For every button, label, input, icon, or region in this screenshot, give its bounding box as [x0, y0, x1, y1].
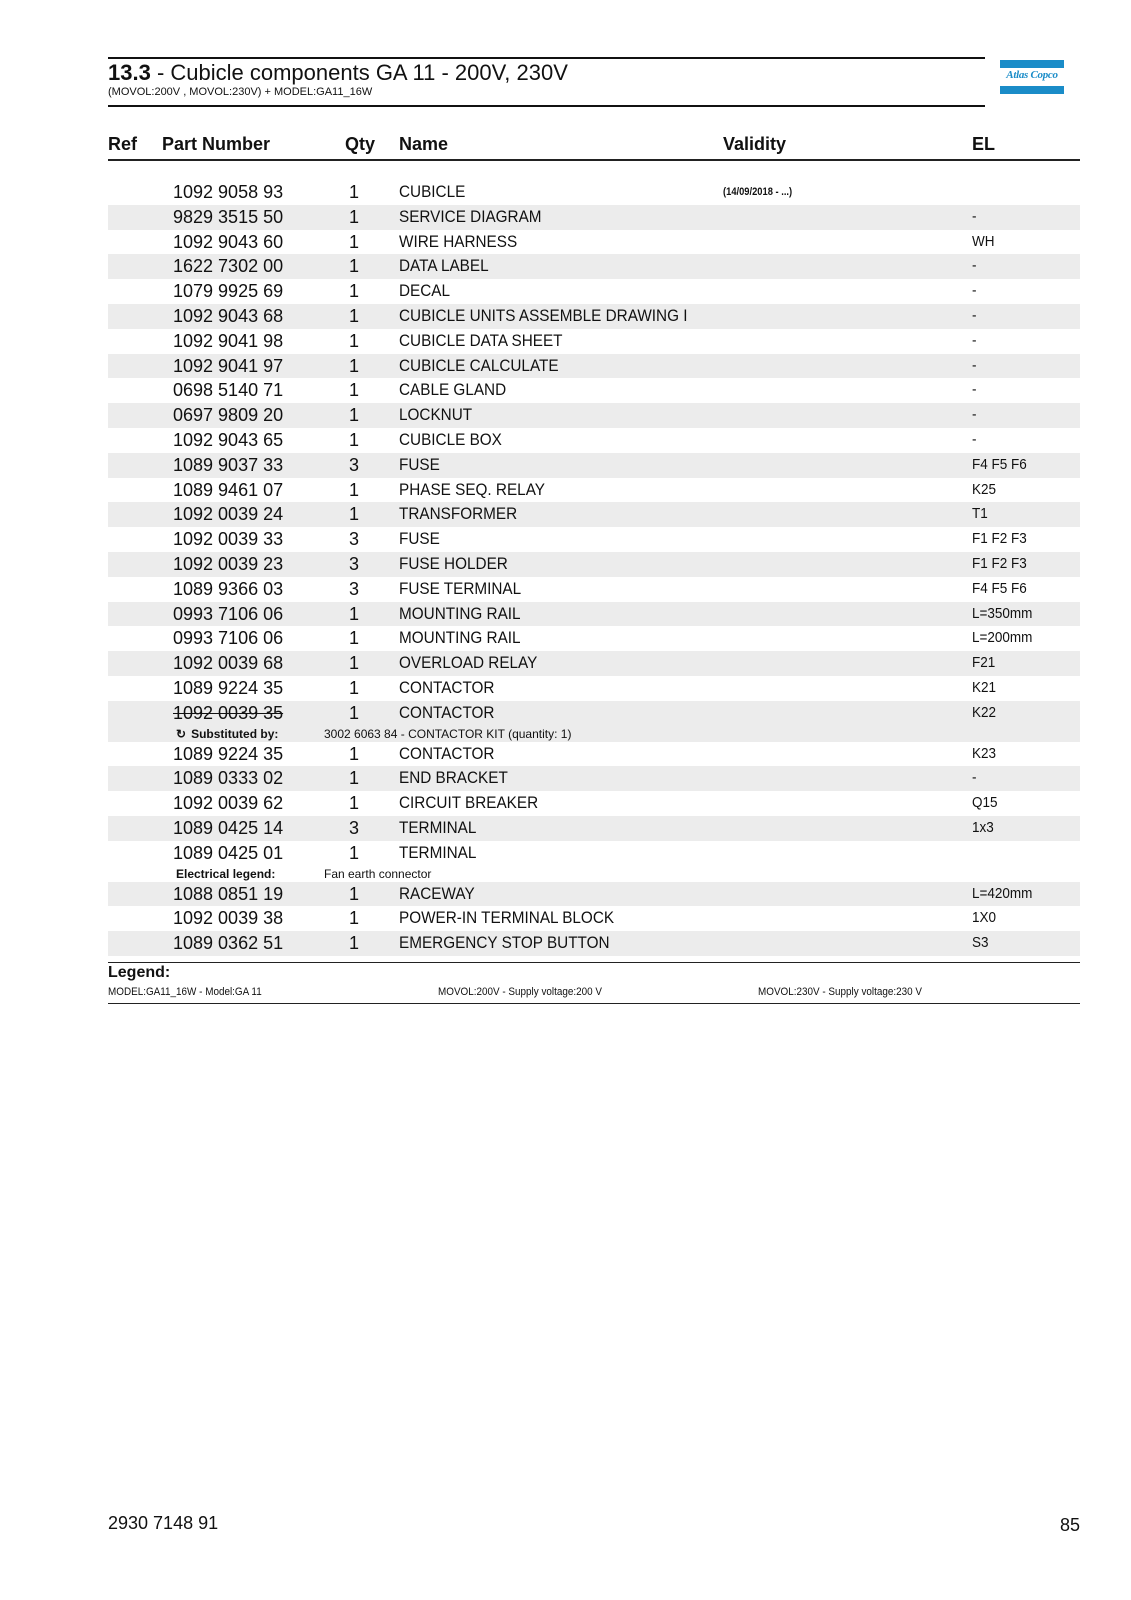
table-row: [108, 378, 1080, 403]
part-number: 0993 7106 06: [173, 603, 284, 624]
part-name: OVERLOAD RELAY: [399, 653, 538, 673]
part-number: 1092 0039 68: [173, 653, 284, 674]
table-row: [108, 428, 1080, 453]
part-number: 1089 0425 14: [173, 817, 284, 838]
quantity: 1: [348, 883, 359, 904]
col-qty: Qty: [345, 134, 376, 154]
row-note: [108, 866, 1080, 882]
part-number: 1089 9224 35: [173, 677, 284, 698]
part-number: 1092 9043 65: [173, 429, 284, 450]
quantity: 1: [348, 281, 359, 302]
part-name: CONTACTOR: [399, 702, 495, 722]
table-header: [108, 132, 1080, 161]
part-name: CUBICLE BOX: [399, 429, 502, 449]
atlas-copco-logo: [1000, 60, 1064, 94]
legend-item: MOVOL:200V - Supply voltage:200 V: [438, 986, 602, 998]
part-number: 1622 7302 00: [173, 256, 284, 277]
part-number: 1092 9043 68: [173, 305, 284, 326]
table-row: [108, 626, 1080, 651]
quantity: 1: [348, 479, 359, 500]
electrical-ref: L=420mm: [972, 884, 1033, 902]
electrical-ref: F1 F2 F3: [972, 554, 1027, 572]
table-row: [108, 230, 1080, 255]
electrical-ref: 1X0: [972, 909, 997, 927]
quantity: 1: [348, 182, 359, 202]
part-name: CONTACTOR: [399, 677, 495, 697]
part-name: FUSE TERMINAL: [399, 578, 522, 598]
table-row: [108, 701, 1080, 726]
part-name: WIRE HARNESS: [399, 231, 518, 251]
part-number: 0993 7106 06: [173, 628, 284, 649]
row-note-label-wrap: [176, 866, 275, 882]
part-number: 1092 0039 24: [173, 504, 284, 525]
electrical-ref: S3: [972, 934, 989, 952]
validity: (14/09/2018 - ...): [723, 186, 793, 198]
col-name: Name: [399, 134, 449, 154]
electrical-ref: F4 F5 F6: [972, 455, 1027, 473]
table-row: [108, 651, 1080, 676]
part-name: FUSE: [399, 529, 440, 549]
part-number: 9829 3515 50: [173, 206, 284, 227]
logo-stripe-bottom: [1000, 86, 1064, 94]
part-name: CIRCUIT BREAKER: [399, 793, 539, 813]
part-number: 1089 0362 51: [173, 933, 284, 954]
quantity: 1: [348, 504, 359, 525]
part-name: DATA LABEL: [399, 256, 489, 276]
electrical-ref: F1 F2 F3: [972, 530, 1027, 548]
electrical-ref: -: [972, 406, 977, 424]
electrical-ref: -: [972, 430, 977, 448]
section-number: 13.3: [108, 60, 151, 85]
legend-title: Legend:: [108, 964, 171, 981]
quantity: 1: [348, 793, 359, 814]
electrical-ref: K22: [972, 703, 997, 721]
part-name: TRANSFORMER: [399, 504, 518, 524]
part-number: 1088 0851 19: [173, 883, 284, 904]
part-number: 1092 0039 33: [173, 529, 284, 550]
part-name: CUBICLE: [399, 182, 466, 201]
part-name: CUBICLE CALCULATE: [399, 355, 559, 375]
quantity: 1: [348, 305, 359, 326]
quantity: 3: [348, 553, 359, 574]
electrical-ref: -: [972, 769, 977, 787]
part-number: 1092 0039 62: [173, 793, 284, 814]
quantity: 1: [348, 677, 359, 698]
table-row: [108, 742, 1080, 767]
part-name: MOUNTING RAIL: [399, 603, 521, 623]
col-el: EL: [972, 134, 996, 154]
electrical-ref: L=350mm: [972, 604, 1033, 622]
quantity: 3: [348, 529, 359, 550]
quantity: 1: [348, 653, 359, 674]
quantity: 1: [348, 603, 359, 624]
section-subtitle: (MOVOL:200V , MOVOL:230V) + MODEL:GA11_16W: [108, 86, 373, 98]
part-name: TERMINAL: [399, 817, 477, 837]
row-note-text: Fan earth connector: [324, 866, 432, 881]
row-note-label: Electrical legend:: [176, 866, 276, 881]
part-number: 1092 9043 60: [173, 231, 284, 252]
table-row: [108, 453, 1080, 478]
part-name: CUBICLE DATA SHEET: [399, 330, 563, 350]
part-number: 1092 9041 98: [173, 330, 284, 351]
part-number: 1089 0425 01: [173, 842, 284, 863]
table-row: [108, 816, 1080, 841]
quantity: 1: [348, 628, 359, 649]
part-number: 1092 0039 38: [173, 908, 284, 929]
part-number: 1089 9224 35: [173, 743, 284, 764]
col-part-number: Part Number: [162, 134, 271, 154]
page-number: 85: [1059, 1515, 1080, 1535]
quantity: 1: [348, 429, 359, 450]
col-ref: Ref: [108, 134, 138, 154]
part-number: 1089 0333 02: [173, 768, 284, 789]
part-number: 1089 9461 07: [173, 479, 284, 500]
table-row: [108, 180, 1080, 205]
part-name: CUBICLE UNITS ASSEMBLE DRAWING I: [399, 305, 688, 325]
quantity: 1: [348, 380, 359, 401]
section-title-text: - Cubicle components GA 11 - 200V, 230V: [150, 60, 568, 85]
electrical-ref: -: [972, 356, 977, 374]
electrical-ref: K21: [972, 678, 997, 696]
table-row: [108, 205, 1080, 230]
section-title: [108, 61, 568, 85]
table-row: [108, 329, 1080, 354]
quantity: 3: [348, 817, 359, 838]
electrical-ref: WH: [972, 232, 995, 250]
part-name: FUSE HOLDER: [399, 553, 508, 573]
table-row: [108, 403, 1080, 428]
part-name: EMERGENCY STOP BUTTON: [399, 933, 610, 953]
quantity: 1: [348, 768, 359, 789]
electrical-ref: F4 F5 F6: [972, 579, 1027, 597]
electrical-ref: -: [972, 282, 977, 300]
legend-item: MODEL:GA11_16W - Model:GA 11: [108, 986, 262, 998]
legend: [108, 962, 1080, 1004]
table-row: [108, 602, 1080, 627]
row-note-label-wrap: [176, 726, 278, 742]
logo-stripe-top: [1000, 60, 1064, 68]
part-name: RACEWAY: [399, 883, 475, 903]
part-name: MOUNTING RAIL: [399, 628, 521, 648]
part-name: TERMINAL: [399, 842, 477, 862]
table-row: [108, 279, 1080, 304]
part-name: DECAL: [399, 281, 451, 301]
part-number: 1089 9366 03: [173, 578, 284, 599]
electrical-ref: -: [972, 381, 977, 399]
table-row: [108, 676, 1080, 701]
part-name: PHASE SEQ. RELAY: [399, 479, 545, 499]
legend-item: MOVOL:230V - Supply voltage:230 V: [758, 986, 922, 998]
electrical-ref: Q15: [972, 794, 998, 812]
table-row: [108, 841, 1080, 866]
electrical-ref: K23: [972, 744, 997, 762]
quantity: 1: [348, 933, 359, 954]
part-number: 1092 0039 35: [173, 702, 284, 723]
quantity: 1: [348, 702, 359, 723]
quantity: 1: [348, 330, 359, 351]
col-validity: Validity: [723, 134, 787, 154]
table-row: [108, 304, 1080, 329]
table-row: [108, 527, 1080, 552]
part-number: 0698 5140 71: [173, 380, 284, 401]
electrical-ref: -: [972, 331, 977, 349]
quantity: 1: [348, 206, 359, 227]
quantity: 3: [348, 578, 359, 599]
quantity: 3: [348, 454, 359, 475]
parts-table: [108, 180, 1080, 956]
quantity: 1: [348, 256, 359, 277]
electrical-ref: -: [972, 257, 977, 275]
electrical-ref: 1x3: [972, 818, 994, 836]
quantity: 1: [348, 743, 359, 764]
electrical-ref: K25: [972, 480, 997, 498]
part-number: 1089 9037 33: [173, 454, 284, 475]
electrical-ref: -: [972, 306, 977, 324]
table-row: [108, 354, 1080, 379]
table-row: [108, 766, 1080, 791]
table-row: [108, 478, 1080, 503]
electrical-ref: -: [972, 207, 977, 225]
part-name: CONTACTOR: [399, 743, 495, 763]
row-note: [108, 726, 1080, 742]
part-number: 1092 0039 23: [173, 553, 284, 574]
part-number: 0697 9809 20: [173, 405, 284, 426]
part-number: 1092 9058 93: [173, 182, 284, 202]
electrical-ref: F21: [972, 654, 996, 672]
part-number: 1092 9041 97: [173, 355, 284, 376]
row-note-text: 3002 6063 84 - CONTACTOR KIT (quantity: 1): [324, 726, 572, 741]
quantity: 1: [348, 842, 359, 863]
table-row: [108, 931, 1080, 956]
table-row: [108, 502, 1080, 527]
part-name: CABLE GLAND: [399, 380, 507, 400]
row-note-label: Substituted by:: [191, 726, 279, 741]
part-name: POWER-IN TERMINAL BLOCK: [399, 908, 615, 928]
part-name: END BRACKET: [399, 768, 508, 788]
section-header: [108, 57, 985, 107]
table-row: [108, 577, 1080, 602]
refresh-icon: ↻: [176, 726, 187, 741]
table-row: [108, 882, 1080, 907]
table-row: [108, 791, 1080, 816]
part-name: LOCKNUT: [399, 405, 473, 425]
table-row: [108, 254, 1080, 279]
quantity: 1: [348, 231, 359, 252]
document-number: 2930 7148 91: [108, 1513, 219, 1533]
quantity: 1: [348, 405, 359, 426]
part-number: 1079 9925 69: [173, 281, 284, 302]
quantity: 1: [348, 355, 359, 376]
table-row: [108, 906, 1080, 931]
electrical-ref: L=200mm: [972, 629, 1033, 647]
logo-text: Atlas Copco: [1006, 69, 1058, 81]
quantity: 1: [348, 908, 359, 929]
electrical-ref: T1: [972, 505, 988, 523]
table-row: [108, 552, 1080, 577]
part-name: FUSE: [399, 454, 440, 474]
part-name: SERVICE DIAGRAM: [399, 206, 542, 226]
